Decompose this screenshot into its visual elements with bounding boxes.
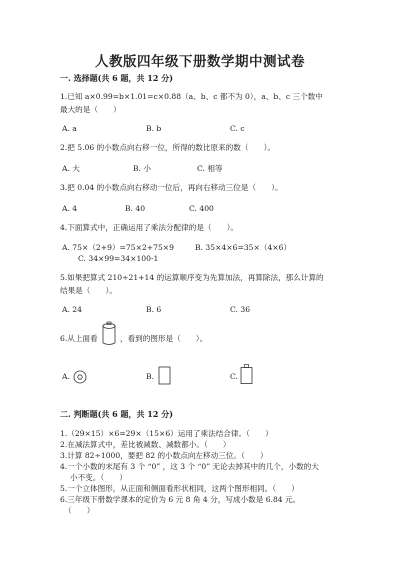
question-1 [60, 91, 350, 116]
judgement-line-5: 5.一个立体图形，从正面和侧面看形状相同，这两个图形相同。（ ） [60, 484, 299, 493]
q3-option-c: C. 400 [189, 204, 214, 213]
question-5 [60, 272, 350, 297]
q1-option-a: A. a [62, 124, 77, 133]
judgement-line-3: 3.计算 82÷1000，要把 82 的小数点向左移动三位。（ ） [60, 451, 268, 460]
q2-option-a: A. 大 [62, 164, 80, 173]
q2-option-c: C. 相等 [197, 164, 223, 173]
q5-option-c: C. 36 [230, 305, 251, 314]
q4-option-c: C. 34×99=34×100-1 [78, 254, 159, 263]
question-2: 2.把 5.06 的小数点向右移一位，所得的数比原来的数（ ）。 [60, 143, 276, 152]
section-header-judgement: 二. 判断题(共 6 题，共 12 分) [60, 409, 173, 419]
judgement-line-6: 6.三年级下册数学课本的定价为 6 元 8 角 4 分，写成小数是 6.84 元。 [60, 495, 301, 504]
q1-option-b: B. b [146, 124, 162, 133]
rectangle-figure [158, 366, 172, 386]
q4-option-a: A. 75×（2+9）=75×2+75×9 [62, 243, 174, 252]
q3-option-b: B. 40 [125, 204, 146, 213]
question-1-line2: 最大的是（ ） [60, 104, 121, 114]
judgement-line-4: 4.一个小数的末尾有 3 个 “0” ，这 3 个 “0” 无论去掉其中的几个，小数的大 [60, 462, 319, 471]
concentric-circles-figure [72, 369, 88, 385]
question-4: 4.下面算式中，正确运用了乘法分配律的是（ ）。 [60, 223, 239, 232]
cup-figure [100, 322, 118, 346]
q6-option-a: A. [62, 372, 70, 381]
judgement-line-6-cont: （ ） [64, 506, 95, 515]
rectangle-with-tab-figure [240, 364, 254, 386]
judgement-line-1: 1.（29×15）×6=29×（15×6）运用了乘法结合律。（ ） [60, 429, 273, 438]
q1-option-c: C. c [230, 124, 245, 133]
q5-option-b: B. 6 [146, 305, 162, 314]
q6-option-c: C. [230, 372, 238, 381]
question-5-line2: 结果是（ ）。 [60, 285, 117, 295]
q3-option-a: A. 4 [62, 204, 78, 213]
question-6-text-before: 6.从上面看 [60, 334, 98, 343]
question-3: 3.把 0.04 的小数点向右移动一位后，再向右移动三位是（ ）。 [60, 183, 283, 192]
judgement-line-2: 2.在减法算式中，差比被减数、减数都小。（ ） [60, 440, 231, 449]
question-1-line1: 1.已知 a×0.99=b×1.01=c×0.88（a、b、c 都不为 0），a、b、c 三个数中 [60, 92, 323, 101]
section-header-choice: 一. 选择题(共 6 题，共 12 分) [60, 73, 173, 83]
judgement-line-4-cont: 小不变。（ ） [70, 473, 127, 482]
q4-option-b: B. 35×4×6=35×（4×6） [195, 243, 292, 252]
question-6-text-after: ，看到的图形是（ ）。 [120, 334, 208, 343]
page-title: 人教版四年级下册数学期中测试卷 [95, 54, 305, 70]
q2-option-b: B. 小 [133, 164, 152, 173]
question-5-line1: 5.如果把算式 210÷21+14 的运算顺序变为先算加法，再算除法，那么计算的 [60, 273, 324, 282]
q6-option-b: B. [146, 372, 154, 381]
q5-option-a: A. 24 [62, 305, 82, 314]
